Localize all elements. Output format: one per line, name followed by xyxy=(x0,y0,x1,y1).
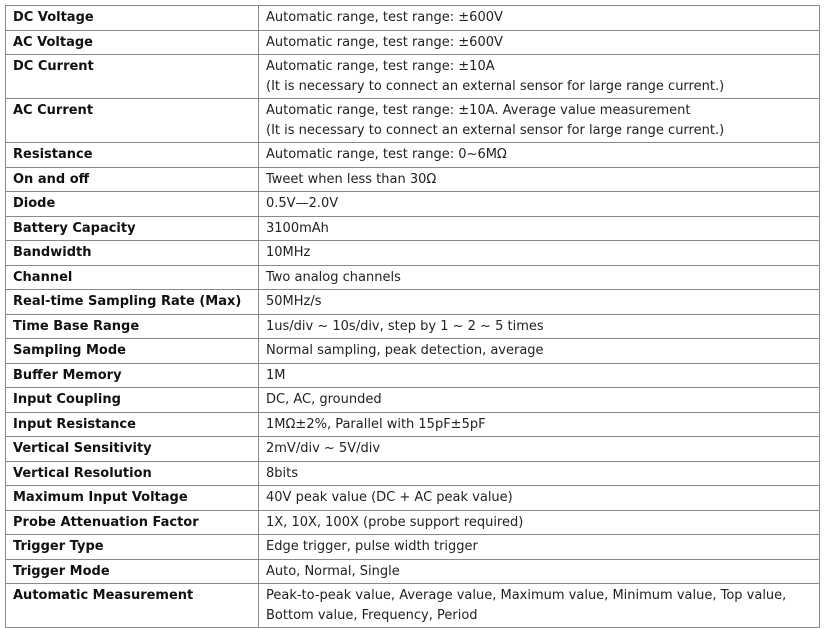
spec-value-line: Automatic range, test range: ±600V xyxy=(266,10,503,25)
spec-value-line: 1M xyxy=(266,367,286,383)
specifications-table-body xyxy=(6,6,820,628)
spec-value-line: 50MHz/s xyxy=(266,294,322,309)
spec-value-line: Bottom value, Frequency, Period xyxy=(266,607,478,623)
table-row xyxy=(6,339,820,364)
spec-value-line: 8bits xyxy=(266,465,299,481)
spec-value-cell xyxy=(259,265,820,290)
table-row xyxy=(6,510,820,535)
spec-value-cell xyxy=(259,339,820,364)
table-row xyxy=(6,388,820,413)
table-row xyxy=(6,314,820,339)
spec-value-cell xyxy=(259,30,820,55)
spec-name-cell: DC Current xyxy=(6,55,259,99)
spec-value-cell xyxy=(259,55,820,99)
table-row xyxy=(6,192,820,217)
spec-name-cell: Automatic Measurement xyxy=(6,584,259,628)
table-row xyxy=(6,167,820,192)
spec-name-cell: Vertical Resolution xyxy=(6,461,259,486)
spec-value-cell xyxy=(259,461,820,486)
table-row xyxy=(6,55,820,99)
table-row xyxy=(6,290,820,315)
spec-value-line: Automatic range, test range: 0~6MΩ xyxy=(266,147,507,162)
table-row xyxy=(6,461,820,486)
spec-value-cell xyxy=(259,412,820,437)
spec-value-cell xyxy=(259,363,820,388)
spec-value-line: Automatic range, test range: ±10A xyxy=(266,59,495,74)
table-row xyxy=(6,241,820,266)
spec-value-cell xyxy=(259,167,820,192)
table-row xyxy=(6,437,820,462)
spec-name-cell: Real-time Sampling Rate (Max) xyxy=(6,290,259,315)
spec-name-cell: Diode xyxy=(6,192,259,217)
spec-value-cell xyxy=(259,486,820,511)
spec-value-cell xyxy=(259,535,820,560)
spec-value-cell xyxy=(259,559,820,584)
spec-name-cell: Maximum Input Voltage xyxy=(6,486,259,511)
spec-value-line: 1MΩ±2%, Parallel with 15pF±5pF xyxy=(266,416,486,432)
spec-value-line: Edge trigger, pulse width trigger xyxy=(266,539,478,554)
specifications-table xyxy=(5,5,820,628)
table-row xyxy=(6,486,820,511)
spec-value-line: 10MHz xyxy=(266,245,311,260)
spec-name-cell: Input Resistance xyxy=(6,412,259,437)
spec-value-line: 1X, 10X, 100X (probe support required) xyxy=(266,514,524,530)
spec-name-cell: On and off xyxy=(6,167,259,192)
table-row xyxy=(6,99,820,143)
spec-value-line: (It is necessary to connect an external sensor for large range current.) xyxy=(266,78,725,94)
spec-name-cell: Input Coupling xyxy=(6,388,259,413)
spec-name-cell: Vertical Sensitivity xyxy=(6,437,259,462)
spec-value-line: Automatic range, test range: ±600V xyxy=(266,34,503,50)
spec-name-cell: Battery Capacity xyxy=(6,216,259,241)
spec-value-line: 2mV/div ~ 5V/div xyxy=(266,441,381,456)
spec-value-line: 0.5V—2.0V xyxy=(266,196,339,211)
spec-value-line: Two analog channels xyxy=(266,269,401,285)
spec-name-cell: Resistance xyxy=(6,143,259,168)
spec-value-line: 3100mAh xyxy=(266,220,329,236)
table-row xyxy=(6,6,820,31)
spec-value-cell xyxy=(259,314,820,339)
table-row xyxy=(6,535,820,560)
spec-value-cell xyxy=(259,143,820,168)
spec-value-line: Tweet when less than 30Ω xyxy=(266,171,437,187)
table-row xyxy=(6,216,820,241)
spec-value-cell xyxy=(259,388,820,413)
table-row xyxy=(6,143,820,168)
spec-value-line: 1us/div ~ 10s/div, step by 1 ~ 2 ~ 5 times xyxy=(266,318,544,334)
spec-name-cell: Buffer Memory xyxy=(6,363,259,388)
spec-value-cell xyxy=(259,290,820,315)
spec-name-cell: Time Base Range xyxy=(6,314,259,339)
spec-name-cell: Channel xyxy=(6,265,259,290)
spec-name-cell: AC Voltage xyxy=(6,30,259,55)
spec-name-cell: AC Current xyxy=(6,99,259,143)
table-row xyxy=(6,30,820,55)
spec-value-line: Automatic range, test range: ±10A. Average value measurement xyxy=(266,103,691,118)
spec-value-cell xyxy=(259,241,820,266)
spec-value-cell xyxy=(259,99,820,143)
spec-value-line: (It is necessary to connect an external sensor for large range current.) xyxy=(266,122,725,138)
spec-name-cell: Bandwidth xyxy=(6,241,259,266)
spec-value-cell xyxy=(259,437,820,462)
table-row xyxy=(6,265,820,290)
table-row xyxy=(6,363,820,388)
spec-value-line: Normal sampling, peak detection, average xyxy=(266,343,544,358)
spec-value-line: Auto, Normal, Single xyxy=(266,563,400,579)
spec-value-cell xyxy=(259,192,820,217)
spec-value-line: DC, AC, grounded xyxy=(266,392,382,407)
spec-name-cell: Sampling Mode xyxy=(6,339,259,364)
table-row xyxy=(6,412,820,437)
table-row xyxy=(6,584,820,628)
spec-name-cell: Probe Attenuation Factor xyxy=(6,510,259,535)
spec-value-cell xyxy=(259,6,820,31)
spec-value-line: Peak-to-peak value, Average value, Maximum value, Minimum value, Top value, xyxy=(266,588,787,603)
spec-value-cell xyxy=(259,584,820,628)
spec-value-cell xyxy=(259,216,820,241)
spec-name-cell: Trigger Type xyxy=(6,535,259,560)
spec-name-cell: DC Voltage xyxy=(6,6,259,31)
spec-value-line: 40V peak value (DC + AC peak value) xyxy=(266,490,513,505)
spec-value-cell xyxy=(259,510,820,535)
spec-name-cell: Trigger Mode xyxy=(6,559,259,584)
table-row xyxy=(6,559,820,584)
